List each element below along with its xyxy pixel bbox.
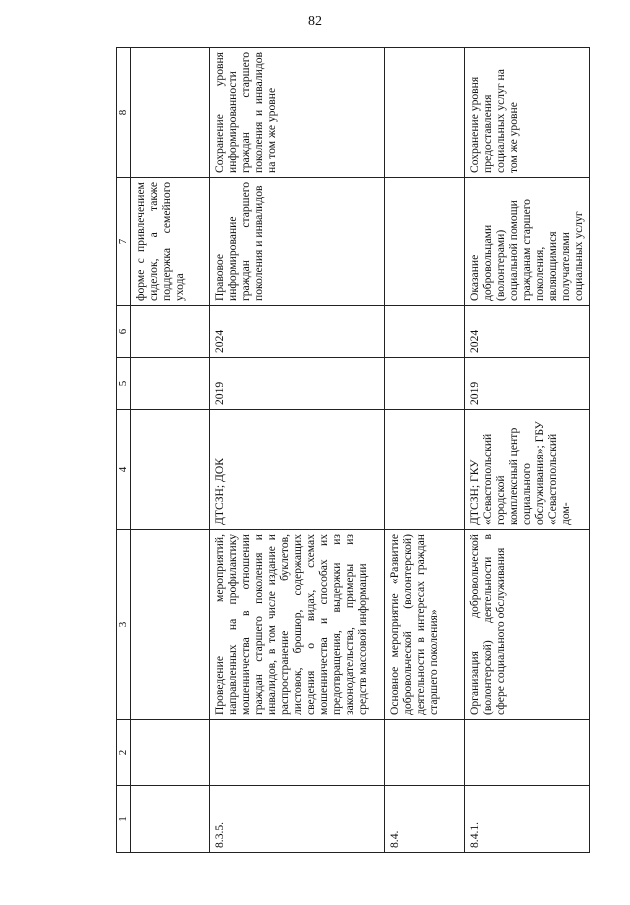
header-cell: 8 (117, 48, 131, 178)
column-2-cell (385, 720, 465, 786)
program-activities-table (116, 47, 590, 853)
start-year-cell: 2019 (210, 358, 385, 410)
table-row (131, 48, 210, 853)
table-header-row (117, 48, 131, 853)
executor-cell: ДТСЗН; ГКУ «Севастопольский городской комплексный центр социального обслуживания»; ГБУ «Севастопольский дом- (465, 410, 590, 530)
header-cell: 5 (117, 358, 131, 410)
indicator-cell: Сохранение уровня предоставления социальных услуг на том же уровне (465, 48, 590, 178)
start-year-cell: 2019 (465, 358, 590, 410)
end-year-cell (385, 306, 465, 358)
end-year-cell: 2024 (465, 306, 590, 358)
header-cell: 3 (117, 530, 131, 720)
table-row (210, 48, 385, 853)
column-2-cell (131, 720, 210, 786)
end-year-cell: 2024 (210, 306, 385, 358)
start-year-cell (131, 358, 210, 410)
rotated-table-container (116, 48, 585, 853)
indicator-cell (131, 48, 210, 178)
page-number: 82 (308, 14, 322, 29)
executor-cell (131, 410, 210, 530)
column-2-cell (465, 720, 590, 786)
header-cell: 4 (117, 410, 131, 530)
header-cell: 1 (117, 786, 131, 853)
activity-name-cell: Проведение мероприятий, направленных на профилактику мошенничества в отношении граждан старшего поколения и инвалидов, в том числе издание и распространение буклетов, листовок, брошюр, содержащих сведения о видах, схемах мошенничества и способах их предотвращения, выдержки из законодательства, примеры из средств массовой информации (210, 530, 385, 720)
row-number-cell: 8.4. (385, 786, 465, 853)
executor-cell (385, 410, 465, 530)
activity-name-cell: Организация добровольческой (волонтерской) деятельности в сфере социального обслуживания (465, 530, 590, 720)
expected-result-cell (385, 178, 465, 306)
start-year-cell (385, 358, 465, 410)
header-cell: 6 (117, 306, 131, 358)
executor-cell: ДТСЗН; ДОК (210, 410, 385, 530)
header-cell: 7 (117, 178, 131, 306)
expected-result-cell: Оказание добровольцами (волонтерами) социальной помощи гражданам старшего поколения, являющимися получателями социальных услуг (465, 178, 590, 306)
header-cell: 2 (117, 720, 131, 786)
indicator-cell (385, 48, 465, 178)
row-number-cell (131, 786, 210, 853)
indicator-cell: Сохранение уровня информированности граждан старшего поколения и инвалидов на том же уровне (210, 48, 385, 178)
table-row (385, 48, 465, 853)
column-2-cell (210, 720, 385, 786)
activity-name-cell (131, 530, 210, 720)
end-year-cell (131, 306, 210, 358)
expected-result-cell: Правовое информирование граждан старшего поколения и инвалидов (210, 178, 385, 306)
table-row (465, 48, 590, 853)
row-number-cell: 8.4.1. (465, 786, 590, 853)
row-number-cell: 8.3.5. (210, 786, 385, 853)
activity-name-cell: Основное мероприятие «Развитие добровольческой (волонтерской) деятельности в интересах граждан старшего поколения» (385, 530, 465, 720)
expected-result-cell: форме с привлечением сиделок, а также поддержка семейного ухода (131, 178, 210, 306)
